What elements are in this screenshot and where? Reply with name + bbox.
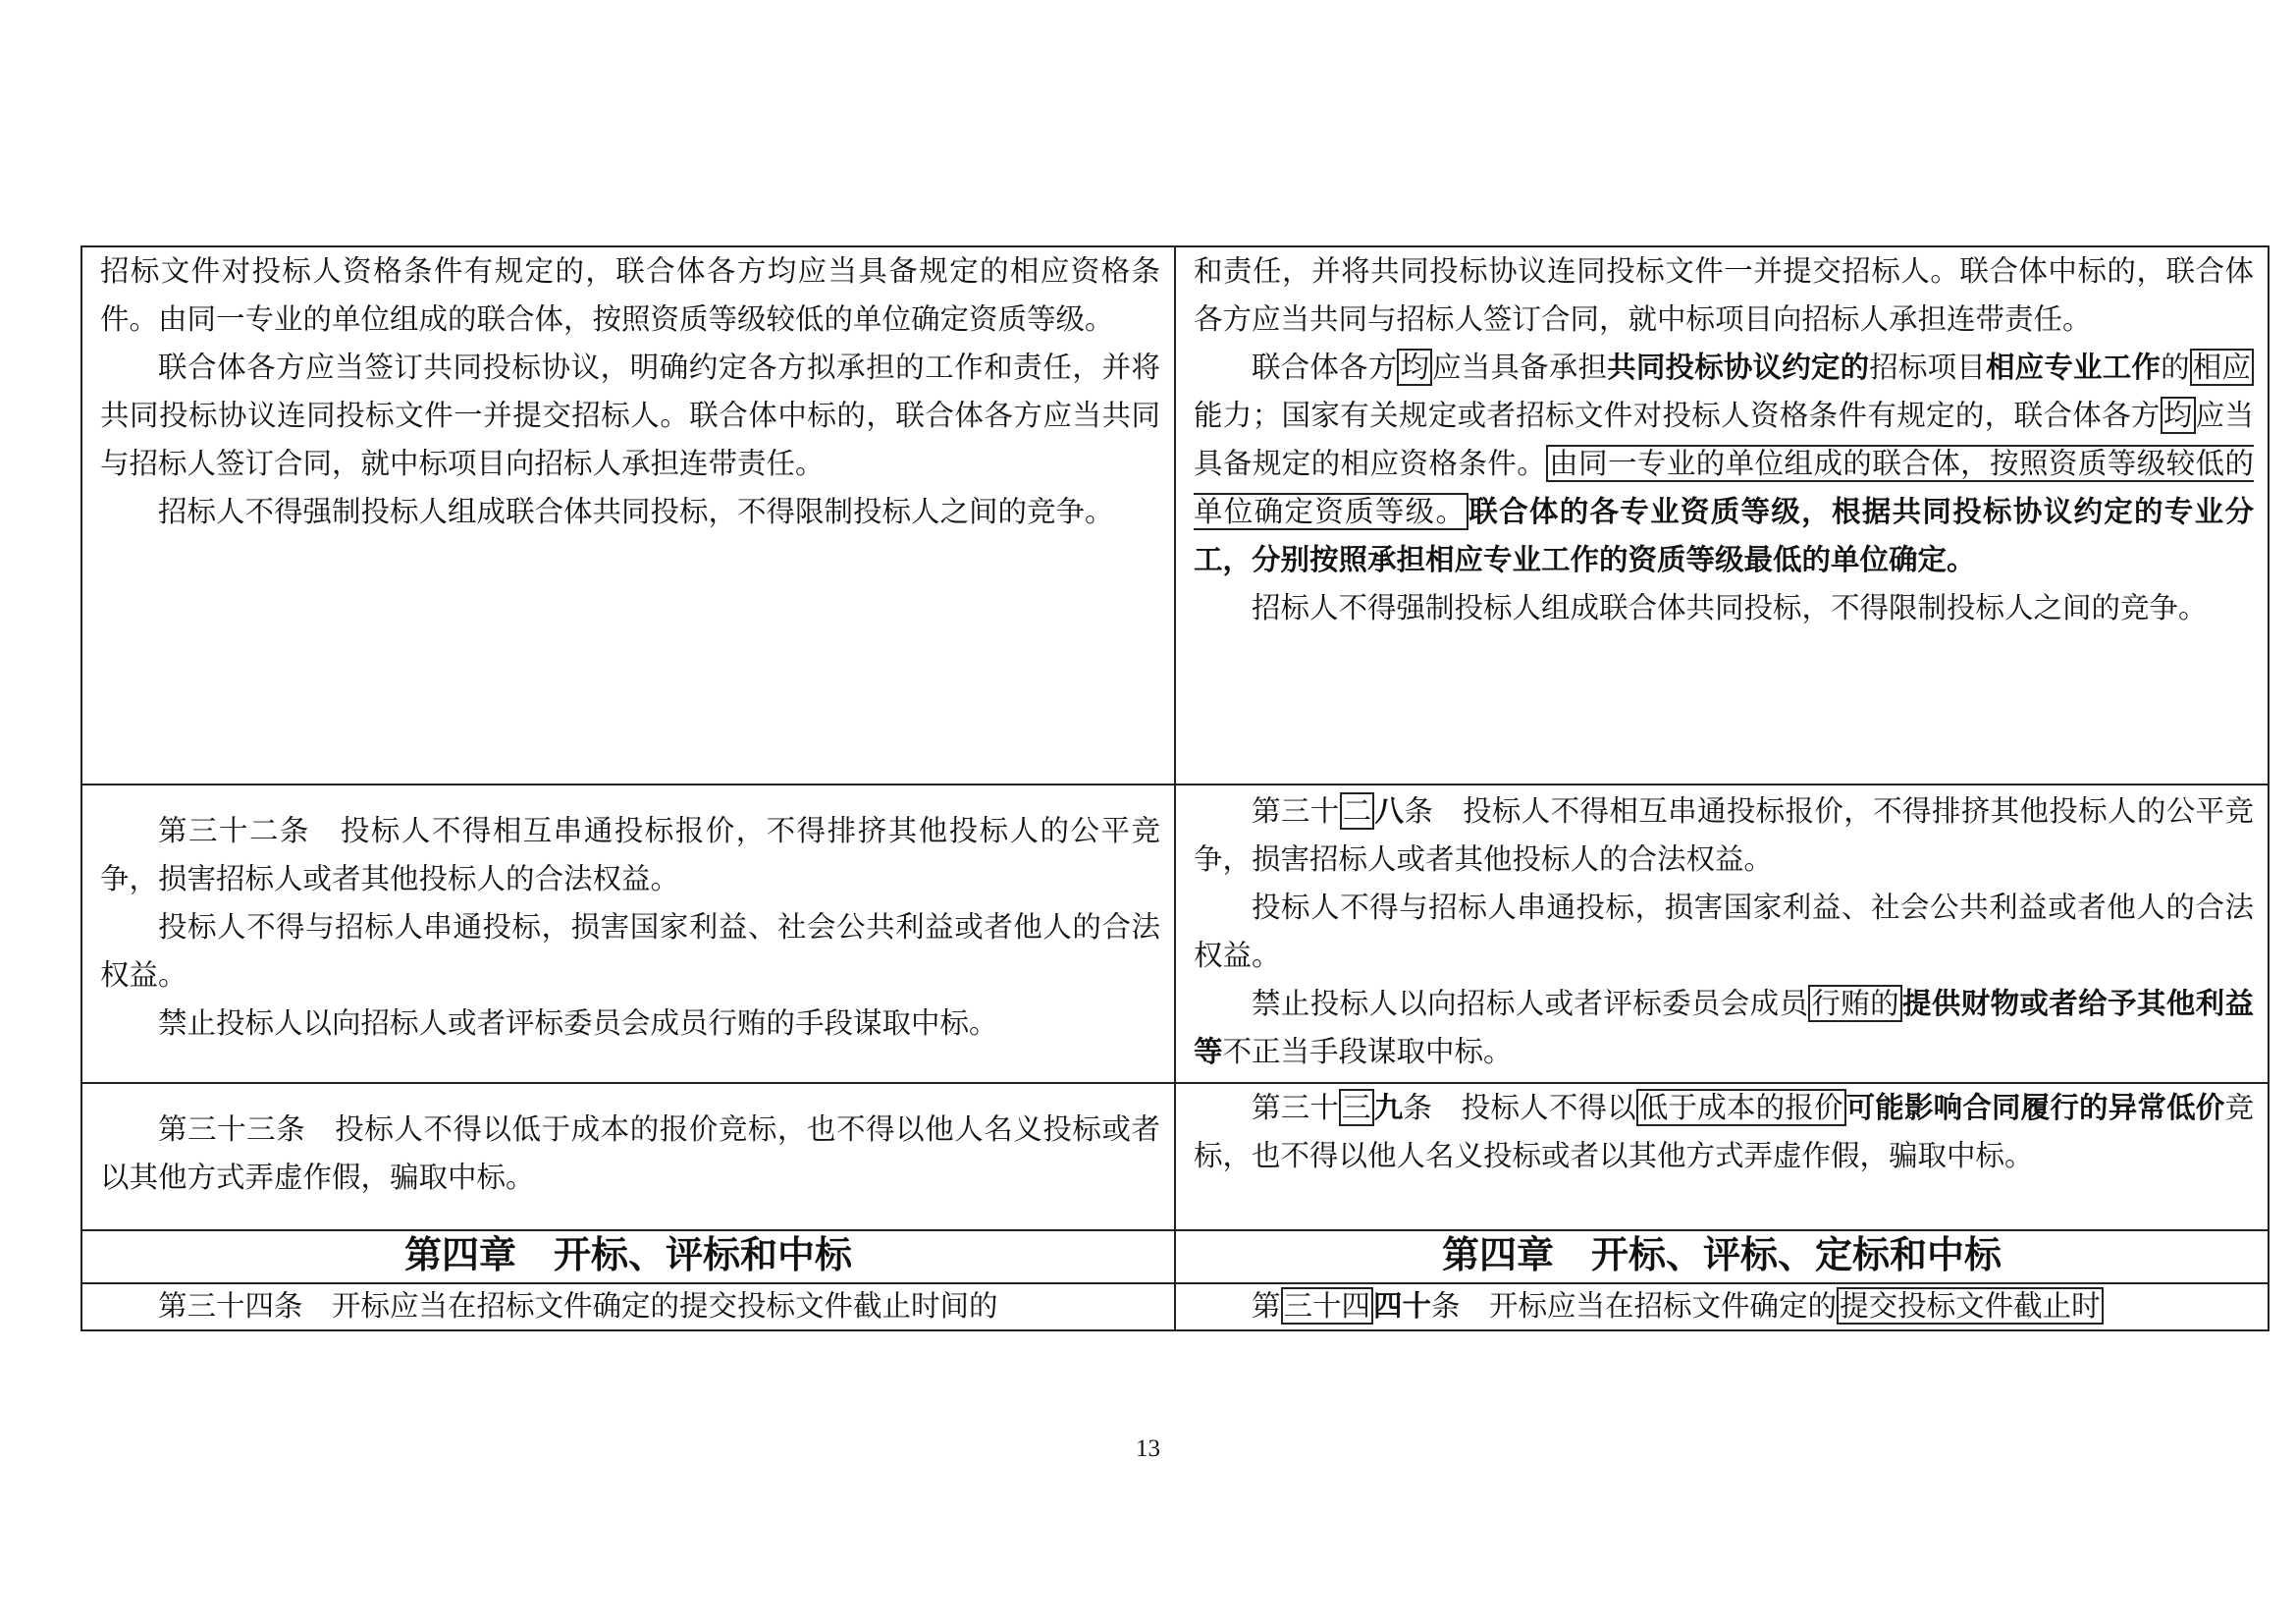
paragraph: 招标人不得强制投标人组成联合体共同投标，不得限制投标人之间的竞争。 xyxy=(1252,591,2208,624)
text-run: 条 开标应当在招标文件确定的 xyxy=(1431,1289,1838,1323)
text-run: 第三十 xyxy=(1252,794,1340,828)
deleted-text-box: 相应 xyxy=(2190,349,2254,386)
added-text-bold: 相应专业工作 xyxy=(1985,351,2162,384)
deleted-text-box: 均 xyxy=(2161,397,2196,434)
comparison-table xyxy=(80,245,2269,1331)
table-row xyxy=(81,785,2269,1083)
paragraph: 联合体各方应当签订共同投标协议，明确约定各方拟承担的工作和责任，并将共同投标协议连同投标文件一并提交招标人。联合体中标的，联合体各方应当共同与招标人签订合同，就中标项目向招标人承担连带责任。 xyxy=(100,351,1160,480)
text-run: 条 投标人不得以 xyxy=(1403,1091,1636,1124)
paragraph xyxy=(1194,1084,2254,1180)
deleted-text-box: 低于成本的报价 xyxy=(1636,1089,1846,1126)
added-text-bold: 九 xyxy=(1373,1091,1404,1124)
right-cell-article-38 xyxy=(1175,785,2269,1083)
right-cell-consortium xyxy=(1175,246,2269,785)
left-cell-article-32 xyxy=(81,785,1175,1083)
paragraph: 投标人不得与招标人串通投标，损害国家利益、社会公共利益或者他人的合法权益。 xyxy=(1194,891,2254,972)
chapter-title: 第四章 开标、评标和中标 xyxy=(403,1233,852,1276)
paragraph xyxy=(1194,344,2254,584)
text-run: 不正当 xyxy=(1222,1035,1310,1068)
paragraph: 第三十四条 开标应当在招标文件确定的提交投标文件截止时间的 xyxy=(158,1289,998,1323)
text-run: 招标项目 xyxy=(1869,351,1986,384)
text-run: 第三十 xyxy=(1252,1091,1340,1124)
added-text-bold: 四十 xyxy=(1373,1289,1432,1323)
deleted-text-box: 三十四 xyxy=(1281,1287,1374,1325)
paragraph: 招标人不得强制投标人组成联合体共同投标，不得限制投标人之间的竞争。 xyxy=(158,495,1114,528)
added-text-bold: 联合体的各专业资质等级，根据共同投标协议约定的专业分工，分别按照承担相应专业工作的资质等级最低的单位确定。 xyxy=(1194,495,2254,576)
text-run: 竞标，也不得以他人名义投标或者以其他方式弄虚作假，骗取中标。 xyxy=(1194,1091,2254,1172)
table-row xyxy=(81,1083,2269,1230)
added-text-bold: 共同投标协议约定的 xyxy=(1607,351,1870,384)
added-text-bold: 提供财物或者给予其他利益等 xyxy=(1194,987,2254,1068)
paragraph: 投标人不得与招标人串通投标，损害国家利益、社会公共利益或者他人的合法权益。 xyxy=(100,910,1160,992)
text-run: 的 xyxy=(2161,351,2190,384)
paragraph: 禁止投标人以向招标人或者评标委员会成员行贿的手段谋取中标。 xyxy=(158,1006,998,1040)
table-row xyxy=(81,246,2269,785)
right-chapter-heading xyxy=(1175,1230,2269,1283)
deleted-text-box: 提交投标文件截止时 xyxy=(1837,1287,2104,1325)
deleted-text-box: 行贿的 xyxy=(1808,985,1902,1022)
text-run: 条 投标人不得相互串通投标报价，不得排挤其他投标人的公平竞争，损害招标人或者其他投标人的合法权益。 xyxy=(1194,794,2254,876)
added-text-bold: 可能影响合同履行的异常低价 xyxy=(1845,1091,2225,1124)
deleted-text-box: 二 xyxy=(1340,792,1375,830)
paragraph: 和责任，并将共同投标协议连同投标文件一并提交招标人。联合体中标的，联合体各方应当共同与招标人签订合同，就中标项目向招标人承担连带责任。 xyxy=(1194,254,2254,336)
left-chapter-heading xyxy=(81,1230,1175,1283)
page-number: 13 xyxy=(1136,1435,1160,1462)
text-run: 手段谋取中标。 xyxy=(1309,1035,1513,1068)
paragraph xyxy=(1194,787,2254,884)
text-run: 禁止投标人以向招标人或者评标委员会成员 xyxy=(1252,987,1809,1020)
paragraph: 招标文件对投标人资格条件有规定的，联合体各方均应当具备规定的相应资格条件。由同一专业的单位组成的联合体，按照资质等级较低的单位确定资质等级。 xyxy=(100,254,1160,336)
text-run: 能力；国家有关规定或者招标文件对投标人资格条件有规定的，联合体各方 xyxy=(1194,399,2161,432)
left-cell-consortium xyxy=(81,246,1175,785)
paragraph xyxy=(1194,1284,2254,1327)
deleted-text-box: 三 xyxy=(1339,1089,1374,1126)
text-run: 应当具备规定的相应资格条件。 xyxy=(1194,399,2254,480)
table-row xyxy=(81,1230,2269,1283)
text-run: 第 xyxy=(1252,1289,1281,1323)
left-cell-article-34 xyxy=(81,1283,1175,1330)
table-row xyxy=(81,1283,2269,1330)
paragraph xyxy=(1194,980,2254,1076)
text-run: 联合体各方 xyxy=(1252,351,1398,384)
deleted-text-box: 均 xyxy=(1397,349,1432,386)
added-text-bold: 八 xyxy=(1374,794,1405,828)
right-cell-article-40 xyxy=(1175,1283,2269,1330)
right-cell-article-39 xyxy=(1175,1083,2269,1230)
deleted-text-box: 由同一专业的单位组成的联合体，按照资质等级较低的单位确定资质等级。 xyxy=(1194,447,2254,528)
paragraph: 第三十二条 投标人不得相互串通投标报价，不得排挤其他投标人的公平竞争，损害招标人或者其他投标人的合法权益。 xyxy=(100,814,1160,895)
text-run: 应当具备承担 xyxy=(1432,351,1608,384)
left-cell-article-33 xyxy=(81,1083,1175,1230)
paragraph: 第三十三条 投标人不得以低于成本的报价竞标，也不得以他人名义投标或者以其他方式弄虚作假，骗取中标。 xyxy=(100,1112,1160,1194)
chapter-title: 第四章 开标、评标、定标和中标 xyxy=(1441,1233,2002,1276)
